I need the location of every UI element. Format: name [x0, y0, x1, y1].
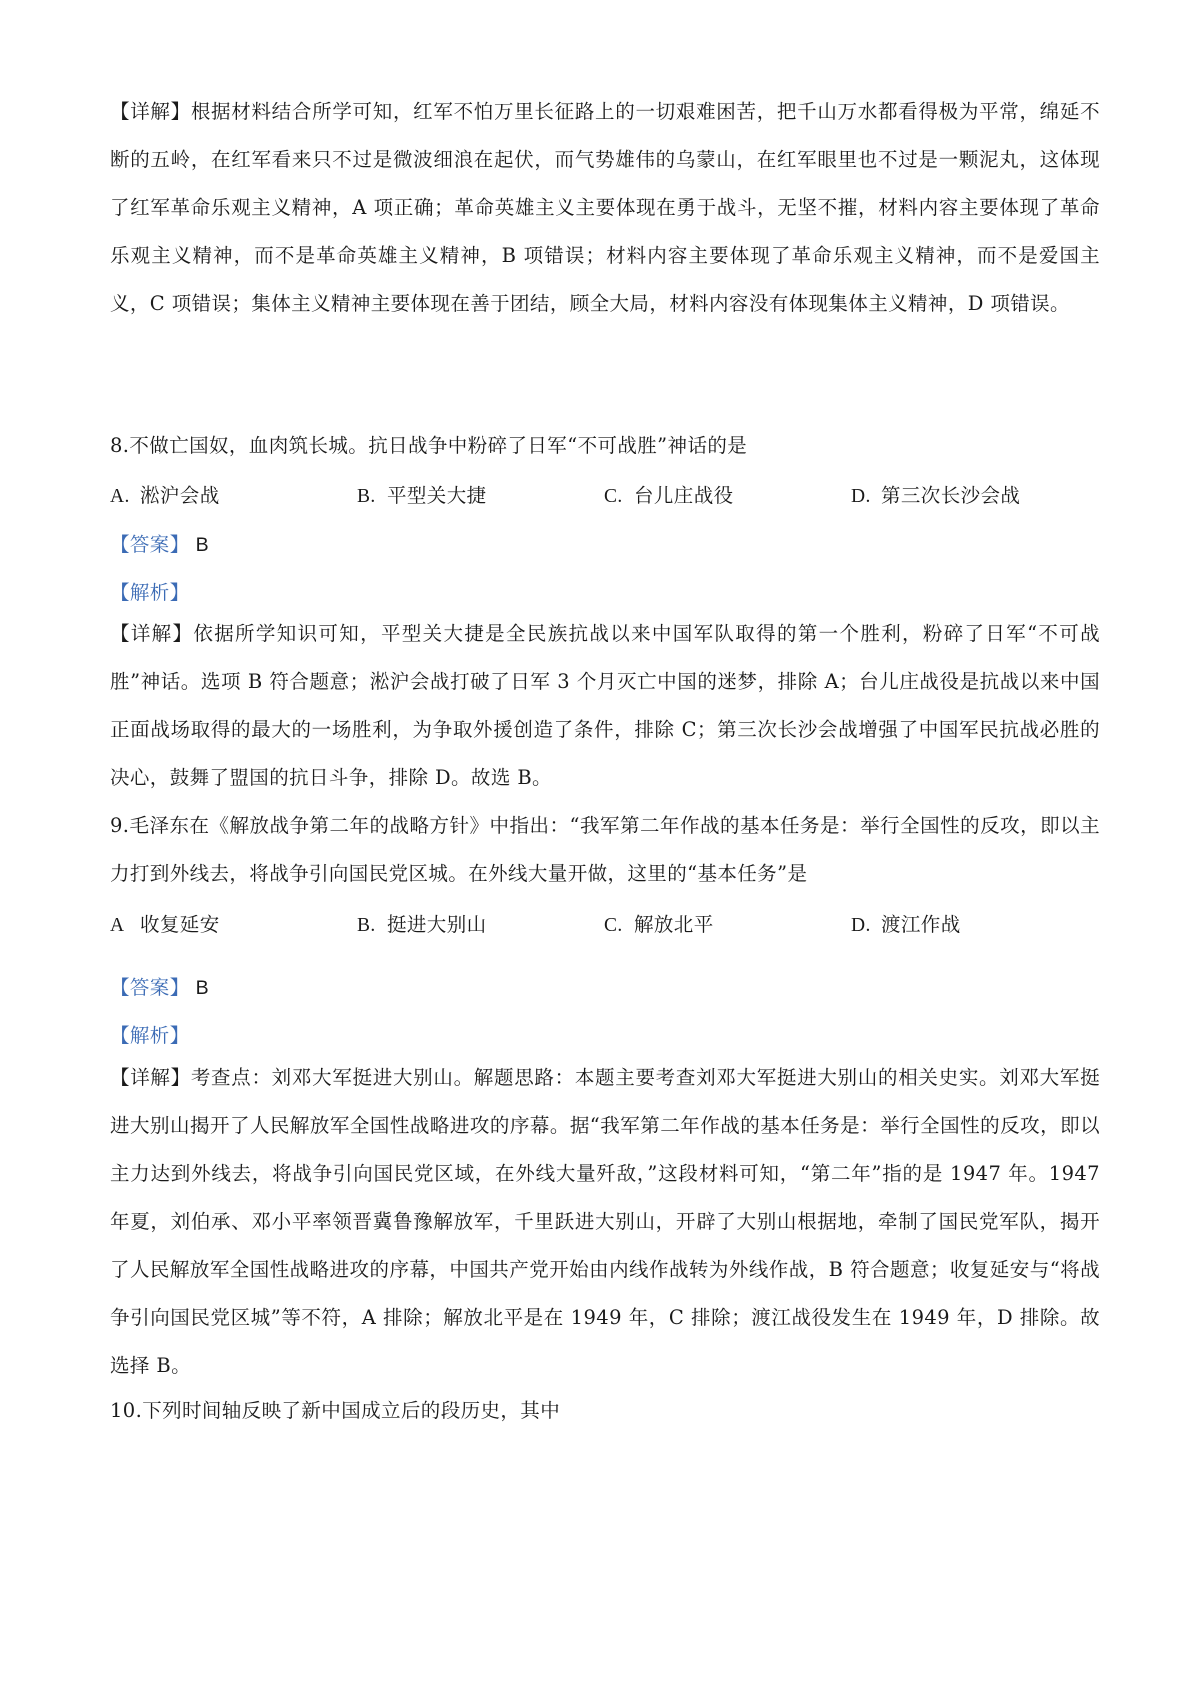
q8-option-a-text: 淞沪会战 [140, 484, 220, 507]
q9-option-c-text: 解放北平 [634, 913, 714, 936]
q8-answer-value: B [195, 534, 210, 556]
q8-answer-line [110, 530, 209, 560]
q9-options [110, 910, 1100, 940]
q10-stem: 10.下列时间轴反映了新中国成立后的段历史，其中 [110, 1399, 561, 1422]
q9-option-b-letter: B. [357, 915, 376, 936]
q8-detail-tag: 【详解】 [110, 622, 194, 645]
q9-option-d-text: 渡江作战 [881, 913, 961, 936]
q9-option-a-letter: A [110, 915, 125, 936]
q8-stem: 8.不做亡国奴，血肉筑长城。抗日战争中粉碎了日军“不可战胜”神话的是 [110, 434, 748, 457]
q9-detail-tag: 【详解】 [110, 1066, 191, 1089]
q9-analysis-tag [110, 1021, 190, 1051]
q9-option-a [110, 910, 220, 941]
q9-option-d-letter: D. [851, 915, 871, 936]
q9-detail-text: 考查点：刘邓大军挺进大别山。解题思路：本题主要考查刘邓大军挺进大别山的相关史实。刘邓大军挺进大别山揭开了人民解放军全国性战略进攻的序幕。据“我军第二年作战的基本任务是：举行全国性的反攻，即以主力达到外线去，将战争引向国民党区域，在外线大量歼敌，”这段材料可知，“第二年”指的是 1947 年。1947 年夏，刘伯承、邓小平率领晋冀鲁豫解放军，千里跃进大别山，开辟了大别山根据地，牵制了国民党军队，揭开了人民解放军全国性战略进攻的序幕，中国共产党开始由内线作战转为外线作战，B 符合题意；收复延安与“将战争引向国民党区城”等不符，A 排除；解放北平是在 1949 年，C 排除；渡江战役发生在 1949 年，D 排除。故选择 B。 [110, 1066, 1100, 1377]
q9-option-a-text: 收复延安 [140, 913, 220, 936]
q9-option-c-letter: C. [604, 915, 623, 936]
q8-option-d-text: 第三次长沙会战 [881, 484, 1021, 507]
q9-stem: 9.毛泽东在《解放战争第二年的战略方针》中指出：“我军第二年作战的基本任务是：举行全国性的反攻，即以主力打到外线去，将战争引向国民党区城。在外线大量开做，这里的“基本任务”是 [110, 814, 1100, 885]
q8-option-b-letter: B. [357, 486, 376, 507]
q8-analysis-label: 【解析】 [110, 581, 190, 604]
q8-detail-paragraph [110, 610, 1100, 802]
q7-detail-text: 根据材料结合所学可知，红军不怕万里长征路上的一切艰难困苦，把千山万水都看得极为平常，绵延不断的五岭，在红军看来只不过是微波细浪在起伏，而气势雄伟的乌蒙山，在红军眼里也不过是一颗泥丸，这体现了红军革命乐观主义精神，A 项正确；革命英雄主义主要体现在勇于战斗，无坚不摧，材料内容主要体现了革命乐观主义精神，而不是革命英雄主义精神，B 项错误；材料内容主要体现了革命乐观主义精神，而不是爱国主义，C 项错误；集体主义精神主要体现在善于团结，顾全大局，材料内容没有体现集体主义精神，D 项错误。 [110, 100, 1100, 315]
q8-option-a [110, 481, 220, 512]
q8-option-c-text: 台儿庄战役 [634, 484, 734, 507]
q9-option-c [604, 910, 714, 941]
q8-option-b [357, 481, 487, 512]
q8-option-c [604, 481, 734, 512]
q9-option-b [357, 910, 487, 941]
q8-answer-tag: 【答案】 [110, 533, 190, 556]
q7-detail-tag: 【详解】 [110, 100, 191, 123]
q9-option-b-text: 挺进大别山 [387, 913, 487, 936]
q9-answer-tag: 【答案】 [110, 976, 190, 999]
q9-analysis-label: 【解析】 [110, 1024, 190, 1047]
q8-analysis-tag [110, 578, 190, 608]
q8-detail-text: 依据所学知识可知，平型关大捷是全民族抗战以来中国军队取得的第一个胜利，粉碎了日军“不可战胜”神话。选项 B 符合题意；淞沪会战打破了日军 3 个月灭亡中国的迷梦，排除 A；台儿庄战役是抗战以来中国正面战场取得的最大的一场胜利，为争取外援创造了条件，排除 C；第三次长沙会战增强了中国军民抗战必胜的决心，鼓舞了盟国的抗日斗争，排除 D。故选 B。 [110, 622, 1100, 789]
q8-options [110, 481, 1100, 511]
q9-answer-value: B [195, 977, 210, 999]
q8-option-d [851, 481, 1020, 512]
q9-detail-paragraph [110, 1054, 1100, 1390]
q8-option-b-text: 平型关大捷 [387, 484, 487, 507]
q8-option-a-letter: A. [110, 486, 130, 507]
q9-option-d [851, 910, 961, 941]
q8-option-c-letter: C. [604, 486, 623, 507]
q9-answer-line [110, 973, 209, 1003]
q8-option-d-letter: D. [851, 486, 871, 507]
q7-detail-paragraph [110, 88, 1100, 328]
